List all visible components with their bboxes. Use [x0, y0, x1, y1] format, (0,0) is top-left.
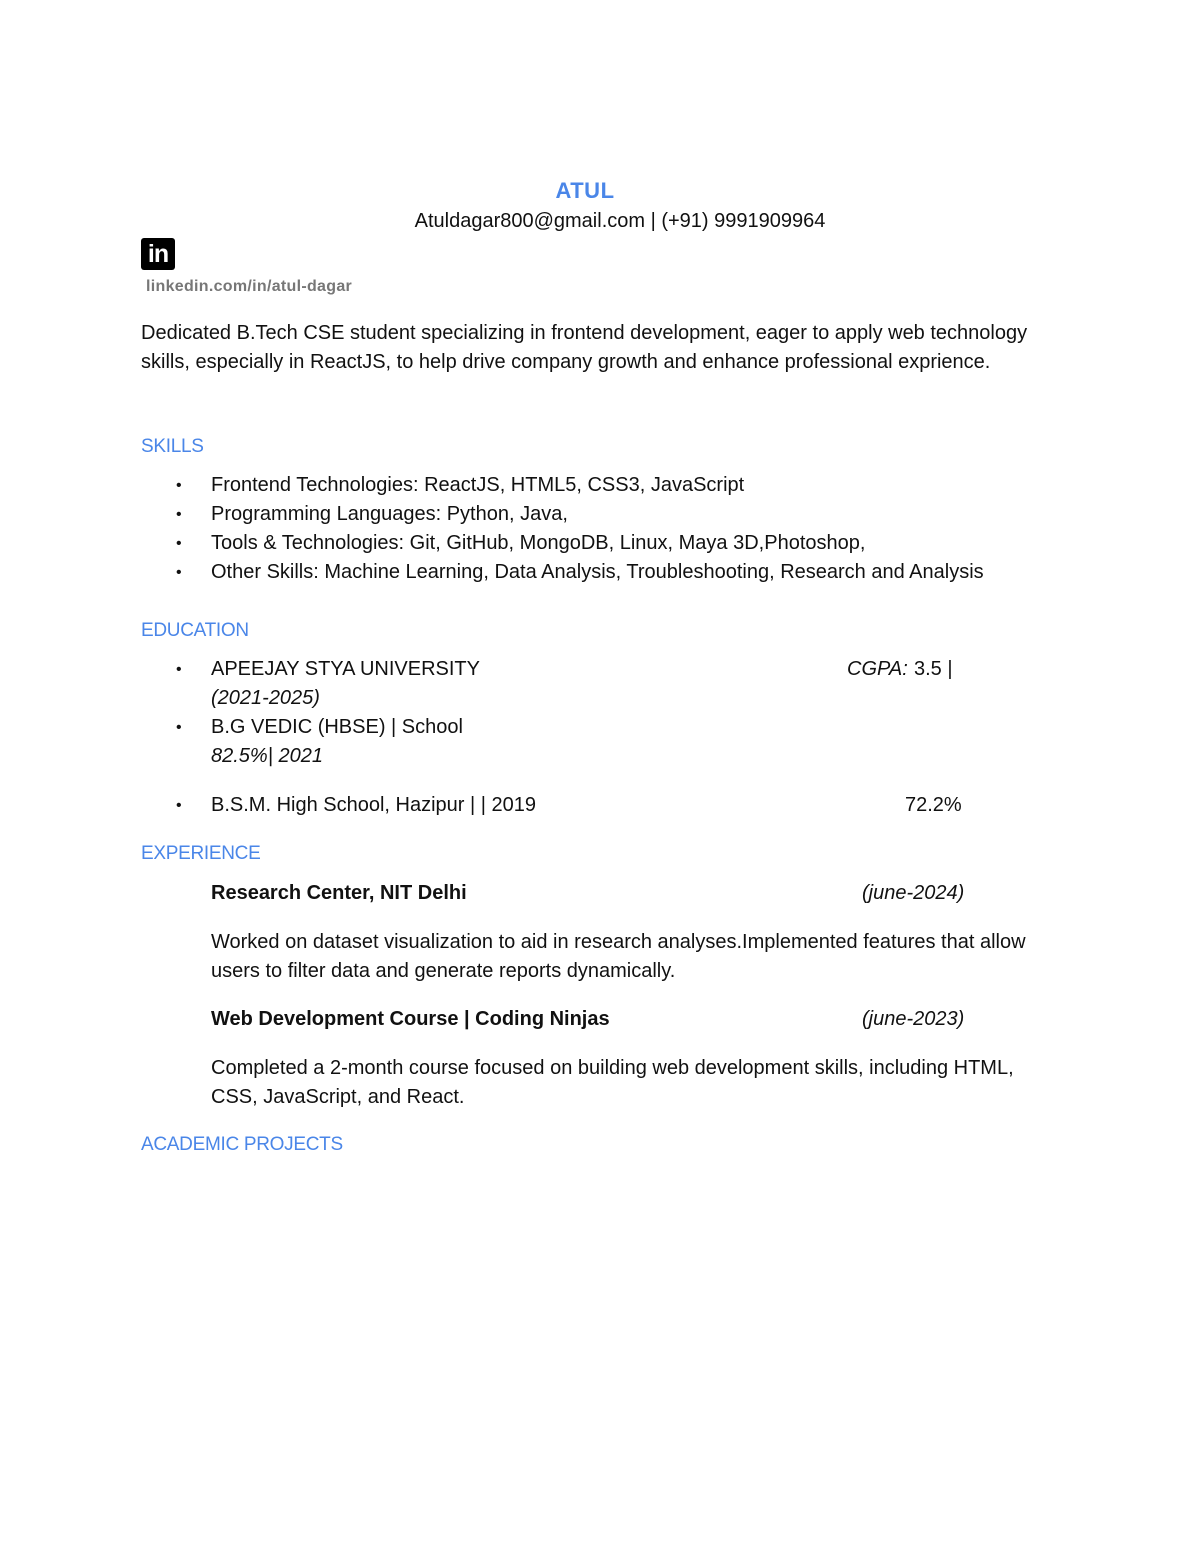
- education-cgpa-value: 3.5 |: [914, 658, 953, 680]
- bullet-icon: •: [176, 719, 182, 736]
- skill-item: Programming Languages: Python, Java,: [211, 503, 568, 525]
- bullet-icon: •: [176, 797, 182, 814]
- bullet-icon: •: [176, 477, 182, 494]
- experience-date: (june-2023): [862, 1008, 965, 1030]
- linkedin-icon[interactable]: in: [141, 238, 175, 270]
- projects-heading: ACADEMIC PROJECTS: [141, 1134, 343, 1155]
- skill-item: Tools & Technologies: Git, GitHub, MongoDB, Linux, Maya 3D,Photoshop,: [211, 532, 866, 554]
- candidate-name: ATUL: [555, 178, 615, 203]
- bullet-icon: •: [176, 661, 182, 678]
- skill-item: Other Skills: Machine Learning, Data Analysis, Troubleshooting, Research and Analysis: [211, 561, 984, 583]
- education-detail: 82.5%| 2021: [211, 745, 323, 767]
- education-name: B.G VEDIC (HBSE) | School: [211, 716, 463, 738]
- experience-title: Web Development Course | Coding Ninjas: [211, 1008, 610, 1030]
- summary-paragraph: Dedicated B.Tech CSE student specializing in frontend development, eager to apply web technology skills, especially in ReactJS, to help drive company growth and enhance professional exprience.: [141, 322, 1028, 373]
- bullet-icon: •: [176, 564, 182, 581]
- experience-description: Completed a 2-month course focused on building web development skills, including HTML, CSS, JavaScript, and React.: [211, 1057, 1014, 1108]
- education-years: (2021-2025): [211, 687, 320, 709]
- bullet-icon: •: [176, 535, 182, 552]
- experience-title: Research Center, NIT Delhi: [211, 882, 467, 904]
- bullet-icon: •: [176, 506, 182, 523]
- skill-item: Frontend Technologies: ReactJS, HTML5, CSS3, JavaScript: [211, 474, 745, 496]
- contact-line: Atuldagar800@gmail.com | (+91) 9991909964: [414, 210, 826, 232]
- experience-description: Worked on dataset visualization to aid in research analyses.Implemented features that allow users to filter data and generate reports dynamically.: [211, 931, 1026, 982]
- education-cgpa-label: CGPA:: [847, 658, 908, 680]
- education-heading: EDUCATION: [141, 620, 249, 641]
- linkedin-link[interactable]: linkedin.com/in/atul-dagar: [146, 278, 353, 295]
- experience-date: (june-2024): [862, 882, 965, 904]
- education-name: B.S.M. High School, Hazipur | | 2019: [211, 794, 536, 816]
- education-name: APEEJAY STYA UNIVERSITY: [211, 658, 480, 680]
- experience-heading: EXPERIENCE: [141, 843, 261, 864]
- education-score: 72.2%: [905, 794, 962, 816]
- skills-heading: SKILLS: [141, 436, 204, 457]
